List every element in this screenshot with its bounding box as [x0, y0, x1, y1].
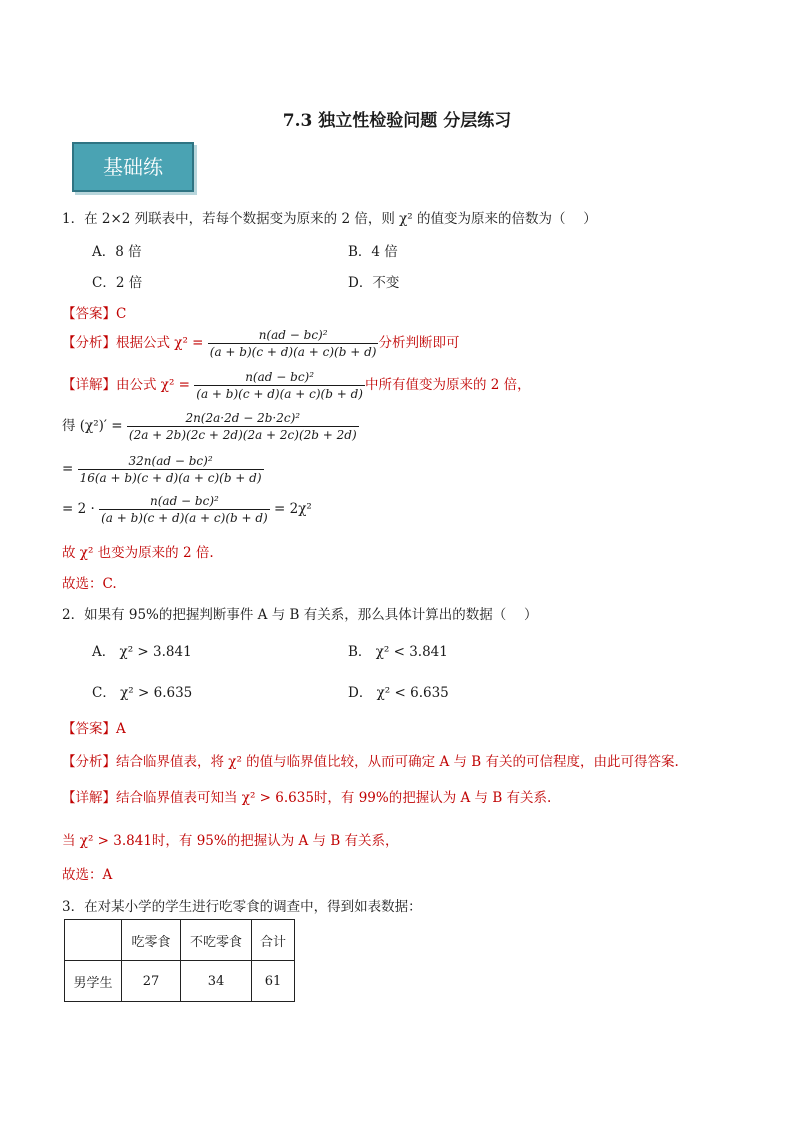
- step3-numerator: n(ad − bc)²: [150, 494, 219, 508]
- q2-stem: 2．如果有 95%的把握判断事件 A 与 B 有关系，那么具体计算出的数据（ ）: [62, 607, 538, 623]
- analysis-text: 结合临界值表，将 χ² 的值与临界值比较，从而可确定 A 与 B 有关的可信程度，由此可得答案.: [116, 754, 679, 770]
- table-header-cell: 合计: [252, 920, 295, 961]
- q1-option-b: B．4 倍: [348, 244, 398, 260]
- table-header-row: [65, 920, 295, 961]
- step1-denominator: (2a + 2b)(2c + 2d)(2a + 2c)(2b + 2d): [128, 428, 357, 442]
- q2-choose: 故选：A: [62, 867, 113, 883]
- analysis-label: 【分析】: [62, 335, 116, 351]
- q1-analysis: [62, 328, 459, 359]
- table-cell: 男学生: [65, 961, 122, 1002]
- q1-option-c: C．2 倍: [92, 275, 143, 291]
- step1-numerator: 2n(2a·2d − 2b·2c)²: [185, 411, 301, 425]
- q1-choose: 故选：C.: [62, 576, 117, 592]
- step3-fraction: [99, 494, 270, 525]
- step3-post: = 2χ²: [269, 501, 312, 517]
- q1-conclusion: 故 χ² 也变为原来的 2 倍.: [62, 545, 214, 561]
- table-cell: 61: [252, 961, 295, 1002]
- q1-option-d: D．不变: [348, 275, 400, 291]
- detail-label: 【详解】: [62, 377, 116, 393]
- q1-stem: 1．在 2×2 列联表中，若每个数据变为原来的 2 倍，则 χ² 的值变为原来的倍数为（ ）: [62, 211, 597, 227]
- table-header-cell: [65, 920, 122, 961]
- formula-numerator: n(ad − bc)²: [258, 328, 328, 342]
- analysis-pre: 根据公式 χ² =: [116, 335, 208, 351]
- answer-label: 【答案】: [62, 721, 116, 737]
- detail-text: 结合临界值表可知当 χ² > 6.635时，有 99%的把握认为 A 与 B 有关系.: [116, 790, 552, 806]
- step1-pre: 得 (χ²)′ =: [62, 418, 127, 434]
- formula-denominator: (a + b)(c + d)(a + c)(b + d): [196, 387, 363, 401]
- q2-detail-2: 当 χ² > 3.841时，有 95%的把握认为 A 与 B 有关系，: [62, 833, 399, 849]
- answer-label: 【答案】: [62, 306, 116, 322]
- section-badge: 基础练: [72, 142, 194, 192]
- q1-detail: [62, 370, 531, 401]
- q1-step3: [62, 494, 312, 525]
- q2-option-d: D． χ² < 6.635: [348, 685, 449, 701]
- formula-denominator: (a + b)(c + d)(a + c)(b + d): [209, 345, 377, 359]
- step2-pre: =: [62, 461, 78, 477]
- survey-table: [64, 919, 295, 1002]
- answer-value: A: [116, 721, 126, 737]
- q1-step2: [62, 454, 264, 485]
- table-cell: 27: [122, 961, 181, 1002]
- chi-square-formula: [208, 328, 379, 359]
- table-header-cell: 吃零食: [122, 920, 181, 961]
- q2-detail: [62, 786, 551, 806]
- q1-answer: [62, 302, 126, 322]
- detail-pre: 由公式 χ² =: [116, 377, 195, 393]
- step3-pre: = 2 ·: [62, 501, 100, 517]
- formula-numerator: n(ad − bc)²: [245, 370, 315, 384]
- table-row: [65, 961, 295, 1002]
- step1-fraction: [127, 411, 359, 442]
- detail-post: 中所有值变为原来的 2 倍，: [364, 377, 531, 393]
- q3-stem: 3．在对某小学的学生进行吃零食的调查中，得到如表数据：: [62, 899, 422, 915]
- page-title: 7.3 独立性检验问题 分层练习: [282, 111, 512, 131]
- step2-numerator: 32n(ad − bc)²: [128, 454, 213, 468]
- q1-step1: [62, 411, 359, 442]
- q2-option-a: A． χ² > 3.841: [92, 644, 192, 660]
- analysis-post: 分析判断即可: [378, 335, 460, 351]
- answer-value: C: [116, 306, 127, 322]
- q2-option-b: B． χ² < 3.841: [348, 644, 448, 660]
- q2-answer: [62, 717, 126, 737]
- table-header-cell: 不吃零食: [181, 920, 252, 961]
- q2-analysis: [62, 750, 679, 770]
- step2-fraction: [78, 454, 264, 485]
- step3-denominator: (a + b)(c + d)(a + c)(b + d): [101, 511, 268, 525]
- q1-option-a: A．8 倍: [92, 244, 142, 260]
- step2-denominator: 16(a + b)(c + d)(a + c)(b + d): [79, 471, 262, 485]
- table-cell: 34: [181, 961, 252, 1002]
- q2-option-c: C． χ² > 6.635: [92, 685, 193, 701]
- detail-label: 【详解】: [62, 790, 116, 806]
- analysis-label: 【分析】: [62, 754, 116, 770]
- chi-square-formula: [194, 370, 365, 401]
